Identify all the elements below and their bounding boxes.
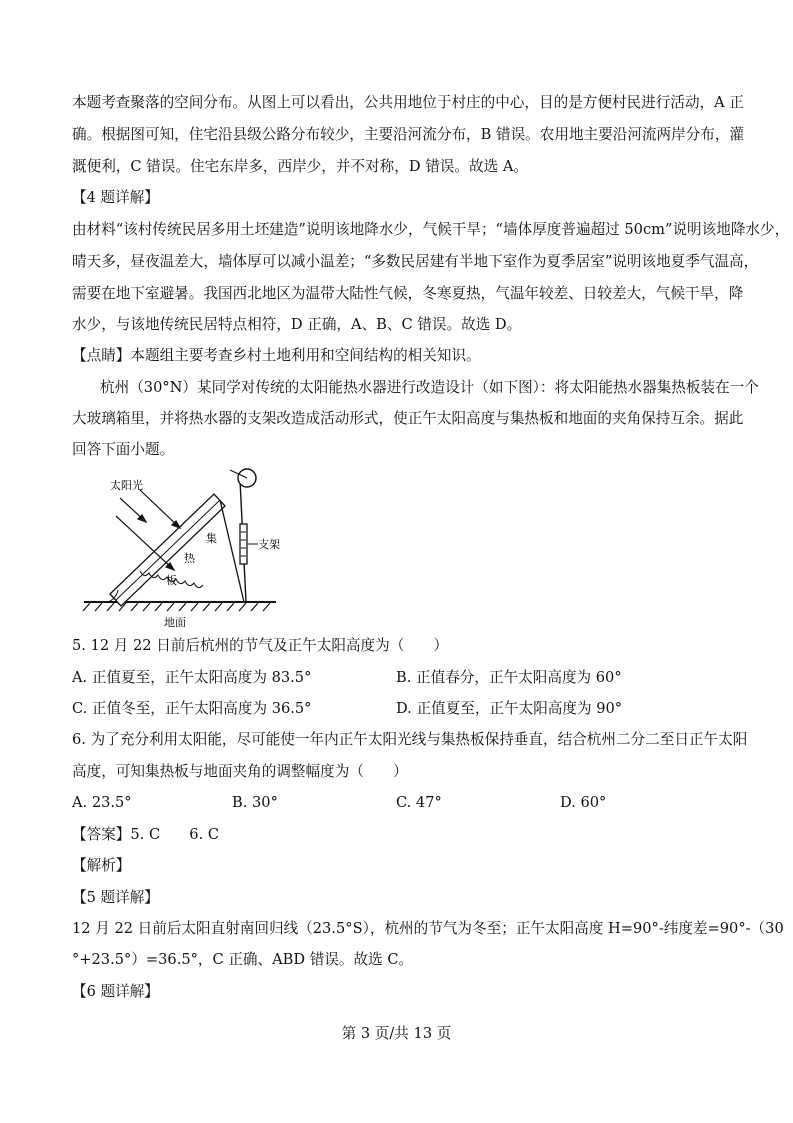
text-line: °+23.5°）=36.5°，C 正确、ABD 错误。故选 C。 bbox=[72, 951, 414, 968]
panel-label-1: 集 bbox=[206, 532, 217, 545]
q5-option-b[interactable]: B. 正值春分，正午太阳高度为 60° bbox=[396, 669, 622, 686]
text-line: 需要在地下室避暑。我国西北地区为温带大陆性气候，冬寒夏热，气温年较差、日较差大，气候干旱，降 bbox=[72, 285, 744, 302]
panel-label-3: 板 bbox=[166, 574, 177, 587]
page-footer: 第 3 页/共 13 页 bbox=[341, 1025, 452, 1042]
text-line: 溉便利，C 错误。住宅东岸多，西岸少，并不对称，D 错误。故选 A。 bbox=[72, 158, 528, 175]
text-line: 水少，与该地传统民居特点相符，D 正确，A、B、C 错误。故选 D。 bbox=[72, 316, 522, 333]
text-line: 大玻璃箱里，并将热水器的支架改造成活动形式，使正午太阳高度与集热板和地面的夹角保持互余。据此 bbox=[72, 410, 744, 427]
section-header-q6: 【6 题详解】 bbox=[72, 983, 159, 1000]
q6-stem-line: 6. 为了充分利用太阳能，尽可能使一年内正午太阳光线与集热板保持垂直，结合杭州二分二至日正午太阳 bbox=[72, 731, 748, 748]
q6-option-d[interactable]: D. 60° bbox=[560, 794, 607, 811]
q5-option-a[interactable]: A. 正值夏至，正午太阳高度为 83.5° bbox=[72, 669, 312, 686]
text-line: 本题考查聚落的空间分布。从图上可以看出，公共用地位于村庄的中心，目的是方便村民进行活动，A 正 bbox=[72, 94, 744, 111]
text-line: 晴天多，昼夜温差大，墙体厚可以减小温差；“多数民居建有半地下室作为夏季居室”说明该地夏季气温高， bbox=[72, 253, 759, 270]
text-line: 杭州（30°N）某同学对传统的太阳能热水器进行改造设计（如下图）：将太阳能热水器集热板装在一个 bbox=[100, 379, 759, 396]
q6-stem-line: 高度，可知集热板与地面夹角的调整幅度为（ ） bbox=[72, 763, 408, 780]
ground-hatching bbox=[83, 603, 270, 611]
dianjing-note: 【点睛】本题组主要考查乡村土地利用和空间结构的相关知识。 bbox=[72, 347, 481, 364]
bracket-clamp bbox=[240, 524, 247, 564]
answer-line: 【答案】5. C 6. C bbox=[72, 826, 220, 843]
ground-label: 地面 bbox=[164, 616, 186, 629]
section-header-q5: 【5 题详解】 bbox=[72, 889, 159, 906]
q6-option-a[interactable]: A. 23.5° bbox=[72, 794, 132, 811]
bracket-label: 支架 bbox=[258, 538, 280, 551]
panel-label-2: 热 bbox=[184, 552, 195, 565]
q5-option-c[interactable]: C. 正值冬至，正午太阳高度为 36.5° bbox=[72, 700, 312, 717]
q6-option-b[interactable]: B. 30° bbox=[232, 794, 278, 811]
q5-option-d[interactable]: D. 正值夏至，正午太阳高度为 90° bbox=[396, 700, 623, 717]
solar-heater-diagram bbox=[80, 458, 280, 630]
jiexi-header: 【解析】 bbox=[72, 857, 131, 874]
text-line: 由材料“该村传统民居多用土坯建造”说明该地降水少，气候干旱；“墙体厚度普遍超过 50cm”说明该地降水少， bbox=[72, 221, 790, 238]
sunlight-label: 太阳光 bbox=[110, 479, 143, 492]
section-header-q4: 【4 题详解】 bbox=[72, 189, 159, 206]
text-line: 回答下面小题。 bbox=[72, 441, 175, 458]
q5-stem: 5. 12 月 22 日前后杭州的节气及正午太阳高度为（ ） bbox=[72, 637, 449, 654]
text-line: 12 月 22 日前后太阳直射南回归线（23.5°S），杭州的节气为冬至；正午太阳高度 H=90°-纬度差=90°-（30 bbox=[72, 920, 784, 937]
text-line: 确。根据图可知，住宅沿县级公路分布较少，主要沿河流分布，B 错误。农用地主要沿河流两岸分布，灌 bbox=[72, 126, 745, 143]
q6-option-c[interactable]: C. 47° bbox=[396, 794, 442, 811]
